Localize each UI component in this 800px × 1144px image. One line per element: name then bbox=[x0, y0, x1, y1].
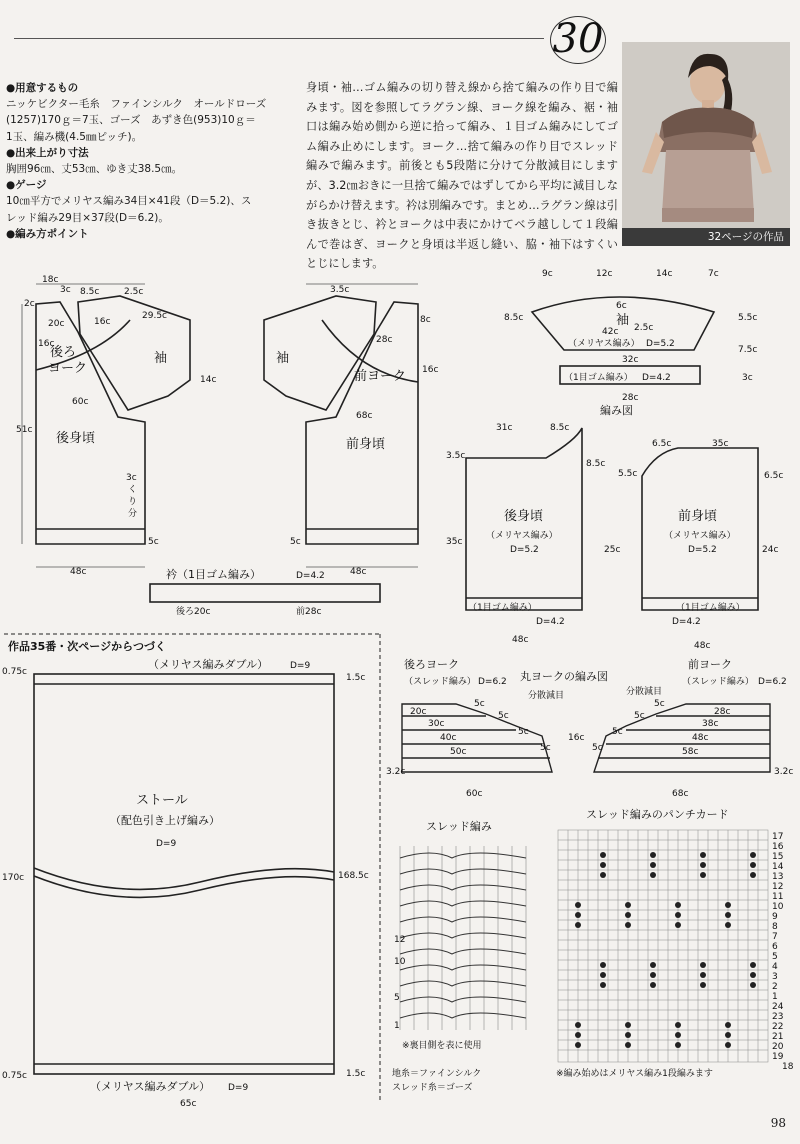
punch-card bbox=[546, 804, 796, 1080]
kuri-label: 分 bbox=[128, 509, 138, 519]
collar-label: 衿（1目ゴム編み） bbox=[166, 568, 261, 581]
dim-label: 24c bbox=[762, 545, 779, 555]
dim-label: 14c bbox=[656, 269, 673, 279]
sleeve-stitch: （メリヤス編み） bbox=[568, 339, 640, 349]
thread-stitch-note: ※裏目側を表に使用 bbox=[402, 1041, 482, 1051]
punch-row-number: 18 bbox=[782, 1062, 794, 1072]
row-label: 1 bbox=[394, 1021, 400, 1031]
back-yoke-gauge: D=6.2 bbox=[478, 677, 507, 687]
kuri-label: く bbox=[128, 485, 138, 495]
dim-label: 65c bbox=[180, 1099, 197, 1109]
front-yoke-title: 前ヨーク bbox=[688, 658, 732, 671]
dim-label: 7c bbox=[708, 269, 719, 279]
dim-label: 25c bbox=[604, 545, 621, 555]
header-rule bbox=[14, 38, 544, 39]
stole-bottom-label: （メリヤス編みダブル） bbox=[90, 1080, 211, 1093]
stole-bottom-gauge: D=9 bbox=[228, 1083, 249, 1093]
dim-label: 5c bbox=[290, 537, 301, 547]
dim-label: 5c bbox=[634, 711, 645, 721]
dim-label: 3.2c bbox=[386, 767, 406, 777]
dim-label: 48c bbox=[692, 733, 709, 743]
dim-label: 48c bbox=[350, 567, 367, 577]
punch-row-number: 3 bbox=[772, 972, 778, 982]
front-body-stitch: （メリヤス編み） bbox=[664, 531, 736, 541]
dim-label: 48c bbox=[512, 635, 529, 645]
dim-label: 2.5c bbox=[124, 287, 144, 297]
front-ribbing-gauge: D=4.2 bbox=[672, 617, 701, 627]
stole-top-label: （メリヤス編みダブル） bbox=[148, 658, 269, 671]
back-body-label: 後身頃 bbox=[504, 509, 544, 524]
dim-label: 8.5c bbox=[80, 287, 100, 297]
dim-label: 5c bbox=[518, 727, 529, 737]
punch-row-number: 23 bbox=[772, 1012, 784, 1022]
front-yoke-gauge: D=6.2 bbox=[758, 677, 787, 687]
front-ribbing-label: （1目ゴム編み） bbox=[676, 603, 745, 613]
dim-label: 51c bbox=[16, 425, 33, 435]
punch-row-number: 7 bbox=[772, 932, 778, 942]
dim-label: 1.5c bbox=[346, 673, 366, 683]
materials-line: ニッケビクター毛糸 ファインシルク オールドローズ bbox=[6, 98, 267, 111]
dim-label: 12c bbox=[596, 269, 613, 279]
page-number-badge bbox=[548, 12, 608, 66]
collar-front-dim: 前28c bbox=[296, 607, 322, 617]
sleeve-gauge: D=5.2 bbox=[646, 339, 675, 349]
front-yoke-label: 前ヨーク bbox=[354, 369, 407, 384]
dim-label: 6c bbox=[616, 301, 627, 311]
dim-label: 30c bbox=[428, 719, 445, 729]
punch-row-number: 4 bbox=[772, 962, 778, 972]
stole-break-curve bbox=[34, 876, 334, 897]
dim-label: 1.5c bbox=[346, 1069, 366, 1079]
dim-label: 5c bbox=[592, 743, 603, 753]
back-yoke-stitch: （スレッド編み） bbox=[404, 677, 476, 687]
dim-label: 168.5c bbox=[338, 871, 369, 881]
dim-label: 28c bbox=[376, 335, 393, 345]
row-label: 5 bbox=[394, 993, 400, 1003]
dim-label: 38c bbox=[702, 719, 719, 729]
dim-label: 35c bbox=[446, 537, 463, 547]
dim-label: 50c bbox=[450, 747, 467, 757]
dim-label: 2.5c bbox=[634, 323, 654, 333]
model-photo-illustration bbox=[622, 42, 790, 228]
thread-stitch-diagram bbox=[392, 818, 542, 1094]
dim-label: 5.5c bbox=[618, 469, 638, 479]
punch-row-number: 20 bbox=[772, 1042, 784, 1052]
sleeve-label: 袖 bbox=[154, 351, 168, 366]
dim-label: 2c bbox=[24, 299, 35, 309]
yoke-chart bbox=[386, 652, 800, 802]
kuri-label: り bbox=[128, 497, 138, 507]
kuri-label: 3c bbox=[126, 473, 137, 483]
back-yoke-title: 後ろヨーク bbox=[404, 658, 459, 671]
gauge-line: 10㎝平方でメリヤス編み34目×41段（D＝5.2)、ス bbox=[6, 195, 252, 208]
collar-back-dim: 後ろ20c bbox=[176, 607, 211, 617]
dim-label: 5.5c bbox=[738, 313, 758, 323]
size-heading: ●出来上がり寸法 bbox=[6, 146, 89, 159]
front-body-gauge: D=5.2 bbox=[688, 545, 717, 555]
collar-strip bbox=[150, 584, 380, 602]
front-yoke-stitch: （スレッド編み） bbox=[682, 677, 754, 687]
row-label: 12 bbox=[394, 935, 406, 945]
back-ribbing-label: （1目ゴム編み） bbox=[468, 603, 537, 613]
dim-label: 14c bbox=[200, 375, 217, 385]
dim-label: 48c bbox=[694, 641, 711, 651]
dim-label: 18c bbox=[42, 275, 59, 285]
dim-label: 0.75c bbox=[2, 1071, 27, 1081]
dim-label: 5c bbox=[498, 711, 509, 721]
stole-header: 作品35番・次ページからつづく bbox=[8, 640, 166, 653]
materials-line: 1玉、編み機(4.5㎜ピッチ)。 bbox=[6, 130, 143, 143]
dim-label: 3.2c bbox=[774, 767, 794, 777]
gauge-heading: ●ゲージ bbox=[6, 179, 47, 192]
stole-subtitle: （配色引き上げ編み） bbox=[110, 814, 220, 827]
dim-label: 5c bbox=[474, 699, 485, 709]
punch-row-number: 16 bbox=[772, 842, 784, 852]
back-body-stitch: （メリヤス編み） bbox=[486, 531, 558, 541]
row-label: 10 bbox=[394, 957, 406, 967]
stole-section bbox=[0, 632, 386, 1112]
size-line: 胸囲96㎝、丈53㎝、ゆき丈38.5㎝。 bbox=[6, 163, 183, 176]
garment-schematic bbox=[0, 262, 450, 622]
decrease-label: 分散減目 bbox=[528, 691, 565, 701]
dim-label: 6.5c bbox=[652, 439, 672, 449]
dim-label: 3c bbox=[60, 285, 71, 295]
punch-row-number: 24 bbox=[772, 1002, 784, 1012]
dim-label: 31c bbox=[496, 423, 513, 433]
dim-label: 7.5c bbox=[738, 345, 758, 355]
dim-label: 68c bbox=[356, 411, 373, 421]
punch-card-note: ※編み始めはメリヤス編み1段編みます bbox=[556, 1069, 713, 1079]
left-sleeve-outline bbox=[78, 296, 190, 410]
punch-row-number: 19 bbox=[772, 1052, 784, 1062]
sleeve-label: 袖 bbox=[616, 313, 630, 328]
dim-label: 48c bbox=[70, 567, 87, 577]
punch-row-number: 22 bbox=[772, 1022, 784, 1032]
punch-row-number: 10 bbox=[772, 902, 784, 912]
front-yoke-piece bbox=[594, 704, 770, 772]
dim-label: 32c bbox=[622, 355, 639, 365]
sleeve-ribbing-gauge: D=4.2 bbox=[642, 373, 671, 383]
dim-label: 28c bbox=[622, 393, 639, 403]
dim-label: 3.5c bbox=[446, 451, 466, 461]
dim-label: 68c bbox=[672, 789, 689, 799]
punch-row-number: 14 bbox=[772, 862, 784, 872]
page-number: 30 bbox=[552, 16, 604, 62]
dim-label: 8c bbox=[420, 315, 431, 325]
dim-label: 170c bbox=[2, 873, 25, 883]
punch-row-number: 9 bbox=[772, 912, 778, 922]
dim-label: 28c bbox=[714, 707, 731, 717]
decrease-label: 分散減目 bbox=[626, 687, 663, 697]
stole-top-gauge: D=9 bbox=[290, 661, 311, 671]
dim-label: 5c bbox=[654, 699, 665, 709]
punch-row-number: 11 bbox=[772, 892, 784, 902]
back-body-gauge: D=5.2 bbox=[510, 545, 539, 555]
sleeve-ribbing-label: （1目ゴム編み） bbox=[564, 373, 633, 383]
stole-outline bbox=[34, 674, 334, 1074]
dim-label: 8.5c bbox=[550, 423, 570, 433]
back-ribbing-gauge: D=4.2 bbox=[536, 617, 565, 627]
dim-label: 0.75c bbox=[2, 667, 27, 677]
footer-page-number: 98 bbox=[770, 1116, 786, 1130]
dim-label: 8.5c bbox=[586, 459, 606, 469]
method-heading: ●編み方ポイント bbox=[6, 227, 89, 240]
stole-break-curve bbox=[34, 868, 334, 889]
dim-label: 35c bbox=[712, 439, 729, 449]
dim-label: 40c bbox=[440, 733, 457, 743]
dim-label: 5c bbox=[612, 727, 623, 737]
punch-row-number: 2 bbox=[772, 982, 778, 992]
dim-label: 16c bbox=[38, 339, 55, 349]
punch-row-number: 17 bbox=[772, 832, 784, 842]
dim-label: 5c bbox=[148, 537, 159, 547]
punch-row-number: 15 bbox=[772, 852, 784, 862]
dim-label: 5c bbox=[540, 743, 551, 753]
dim-label: 20c bbox=[410, 707, 427, 717]
yoke-chart-title: 丸ヨークの編み図 bbox=[520, 670, 608, 683]
back-body-label: 後身頃 bbox=[56, 431, 96, 446]
back-yoke-label: 後ろ bbox=[50, 345, 77, 360]
dim-label: 60c bbox=[72, 397, 89, 407]
punch-row-number: 13 bbox=[772, 872, 784, 882]
materials-heading: ●用意するもの bbox=[6, 82, 79, 94]
photo-caption: 32ページの作品 bbox=[622, 228, 790, 246]
dim-label: 3c bbox=[742, 373, 753, 383]
dim-label: 6.5c bbox=[764, 471, 784, 481]
thread-stitch-title: スレッド編み bbox=[426, 820, 492, 833]
collar-gauge: D=4.2 bbox=[296, 571, 325, 581]
materials-line: (1257)170ｇ＝7玉、ゴーズ あずき色(953)10ｇ＝ bbox=[6, 114, 256, 127]
punch-row-number: 12 bbox=[772, 882, 784, 892]
punch-row-number: 8 bbox=[772, 922, 778, 932]
thread-yarn-label: スレッド糸＝ゴーズ bbox=[392, 1083, 473, 1093]
punch-row-number: 6 bbox=[772, 942, 778, 952]
stole-title: ストール bbox=[136, 793, 188, 808]
front-body-piece bbox=[642, 448, 758, 610]
punch-row-number: 5 bbox=[772, 952, 778, 962]
dim-label: 60c bbox=[466, 789, 483, 799]
materials-block bbox=[6, 80, 306, 242]
dim-label: 42c bbox=[602, 327, 619, 337]
instructions-text: 身頃・袖…ゴム編みの切り替え線から捨て編みの作り目で編みます。図を参照してラグラン線、ヨーク線を編み、裾・袖口は編み始め側から逆に拾って編み、１目ゴム編みにしてゴム編み止めにします。ヨーク…捨て編みの作り目でスレッド編みで編みます。前後とも5段階に分けて分散減目にしますが、3.2㎝おきに一旦捨て編みではずしてから平均に減目しながらかけ替えます。衿は別編みです。まとめ…ラグラン線は引き抜きとじ、衿とヨークは中表にかけてベラ越しして１段編んで巻はぎ、ヨークと身頃は半返し縫い、脇・袖下はすくいとじにします。 bbox=[306, 81, 618, 271]
sleeve-label: 袖 bbox=[276, 351, 290, 366]
punch-row-number: 1 bbox=[772, 992, 778, 1002]
punch-row-number: 21 bbox=[772, 1032, 784, 1042]
knit-chart-title: 編み図 bbox=[600, 404, 633, 417]
model-photo bbox=[622, 42, 790, 246]
gauge-line: レッド編み29目×37段(D＝6.2)。 bbox=[6, 211, 169, 224]
dim-label: 8.5c bbox=[504, 313, 524, 323]
stole-gauge: D=9 bbox=[156, 839, 177, 849]
dim-label: 16c bbox=[568, 733, 585, 743]
dim-label: 16c bbox=[94, 317, 111, 327]
dim-label: 9c bbox=[542, 269, 553, 279]
dim-label: 16c bbox=[422, 365, 439, 375]
back-yoke-label: ヨーク bbox=[48, 361, 88, 376]
base-yarn-label: 地糸＝ファインシルク bbox=[392, 1069, 482, 1079]
front-body-label: 前身頃 bbox=[346, 437, 386, 452]
dim-label: 3.5c bbox=[330, 285, 350, 295]
punch-card-title: スレッド編みのパンチカード bbox=[586, 808, 729, 821]
dim-label: 29.5c bbox=[142, 311, 167, 321]
front-body-outline bbox=[306, 302, 418, 544]
knit-chart bbox=[446, 262, 800, 652]
dim-label: 58c bbox=[682, 747, 699, 757]
dim-label: 20c bbox=[48, 319, 65, 329]
front-body-label: 前身頃 bbox=[678, 509, 718, 524]
